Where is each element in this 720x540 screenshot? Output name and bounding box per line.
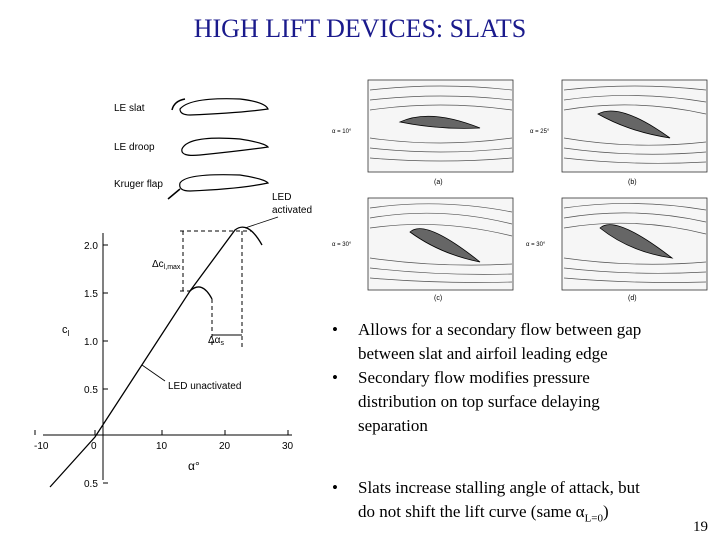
panel-a-alpha: α = 10° bbox=[332, 129, 352, 135]
led-activated-label bbox=[272, 192, 312, 216]
kruger-flap-element bbox=[168, 189, 180, 199]
bullet-1-line-2: between slat and airfoil leading edge bbox=[358, 344, 608, 363]
led-unactivated-label: LED unactivated bbox=[168, 381, 242, 392]
y-ticks bbox=[84, 241, 108, 490]
led-unactivated-leader bbox=[142, 365, 165, 381]
page-number: 19 bbox=[693, 519, 708, 535]
bullet-secondary-flow-gap bbox=[328, 318, 708, 366]
bullet-marker: • bbox=[332, 320, 338, 339]
delta-cl-max-sub: l,max bbox=[163, 264, 181, 271]
bullet-3-line-2-text: do not shift the lift curve (same bbox=[358, 502, 576, 521]
bullet-3-line-2 bbox=[358, 500, 708, 530]
bullet-stall-angle bbox=[328, 476, 708, 530]
device-label-kruger-flap: Kruger flap bbox=[114, 179, 163, 190]
flow-panel-c bbox=[332, 198, 513, 302]
y-axis-label bbox=[62, 324, 70, 338]
bullet-2-line-1: Secondary flow modifies pressure bbox=[358, 368, 590, 387]
x-tick-10: 10 bbox=[156, 441, 168, 452]
flow-panel-d bbox=[526, 198, 707, 302]
led-activated-line2: activated bbox=[272, 205, 313, 216]
panel-a-caption: (a) bbox=[434, 179, 443, 186]
panel-d-caption: (d) bbox=[628, 295, 637, 302]
device-label-le-droop: LE droop bbox=[114, 142, 155, 153]
x-tick-neg-10: -10 bbox=[34, 441, 49, 452]
bullet-1-line-1: Allows for a secondary flow between gap bbox=[358, 320, 642, 339]
le-slat-element bbox=[172, 99, 185, 110]
led-activated-line1: LED bbox=[272, 192, 292, 203]
kruger-flap-airfoil bbox=[180, 175, 268, 191]
y-tick-2-0: 2.0 bbox=[84, 241, 98, 252]
bullet-marker: • bbox=[332, 368, 338, 387]
delta-cl-max-main: Δc bbox=[152, 259, 164, 270]
bullet-marker: • bbox=[332, 478, 338, 497]
panel-c-caption: (c) bbox=[434, 295, 443, 302]
device-label-le-slat: LE slat bbox=[114, 103, 145, 114]
delta-alpha-main: Δα bbox=[208, 335, 221, 346]
flow-panel-a bbox=[332, 80, 513, 186]
bullet-pressure-distribution bbox=[328, 366, 708, 438]
delta-cl-max-label bbox=[152, 259, 181, 271]
flow-panel-b bbox=[530, 80, 707, 186]
x-axis-label: α° bbox=[188, 459, 200, 473]
panel-c-alpha: α = 30° bbox=[332, 242, 352, 248]
delta-alpha-label bbox=[208, 335, 224, 347]
bullet-2-line-2: distribution on top surface delaying bbox=[358, 392, 600, 411]
alpha-subscript: L=0 bbox=[584, 512, 603, 525]
slide-title: HIGH LIFT DEVICES: SLATS bbox=[193, 14, 527, 43]
closing-paren: ) bbox=[603, 502, 609, 521]
y-axis-label-main: c bbox=[62, 324, 68, 336]
panel-b-alpha: α = 25° bbox=[530, 129, 550, 135]
y-tick-0-5: 0.5 bbox=[84, 385, 98, 396]
x-tick-30: 30 bbox=[282, 441, 294, 452]
bullet-list bbox=[328, 318, 708, 530]
delta-alpha-sub: s bbox=[220, 340, 224, 347]
flow-visualization-figure bbox=[330, 78, 710, 310]
bullet-3-line-1: Slats increase stalling angle of attack, but bbox=[358, 478, 640, 497]
bullet-2-line-3: separation bbox=[358, 416, 428, 435]
panel-d-alpha: α = 30° bbox=[526, 242, 546, 248]
led-activated-curve bbox=[190, 227, 262, 291]
x-tick-20: 20 bbox=[219, 441, 231, 452]
panel-b-caption: (b) bbox=[628, 179, 637, 186]
y-axis-label-sub: l bbox=[67, 329, 70, 338]
y-tick-1-0: 1.0 bbox=[84, 337, 98, 348]
y-tick-neg-0-5: 0.5 bbox=[84, 479, 98, 490]
x-tick-0: 0 bbox=[91, 441, 97, 452]
alpha-symbol: α bbox=[575, 502, 585, 521]
led-activated-leader bbox=[245, 217, 278, 228]
y-tick-1-5: 1.5 bbox=[84, 289, 98, 300]
x-ticks bbox=[34, 430, 294, 452]
le-droop-airfoil bbox=[182, 138, 268, 155]
le-slat-airfoil bbox=[180, 99, 268, 115]
lift-curve-figure bbox=[34, 85, 330, 495]
